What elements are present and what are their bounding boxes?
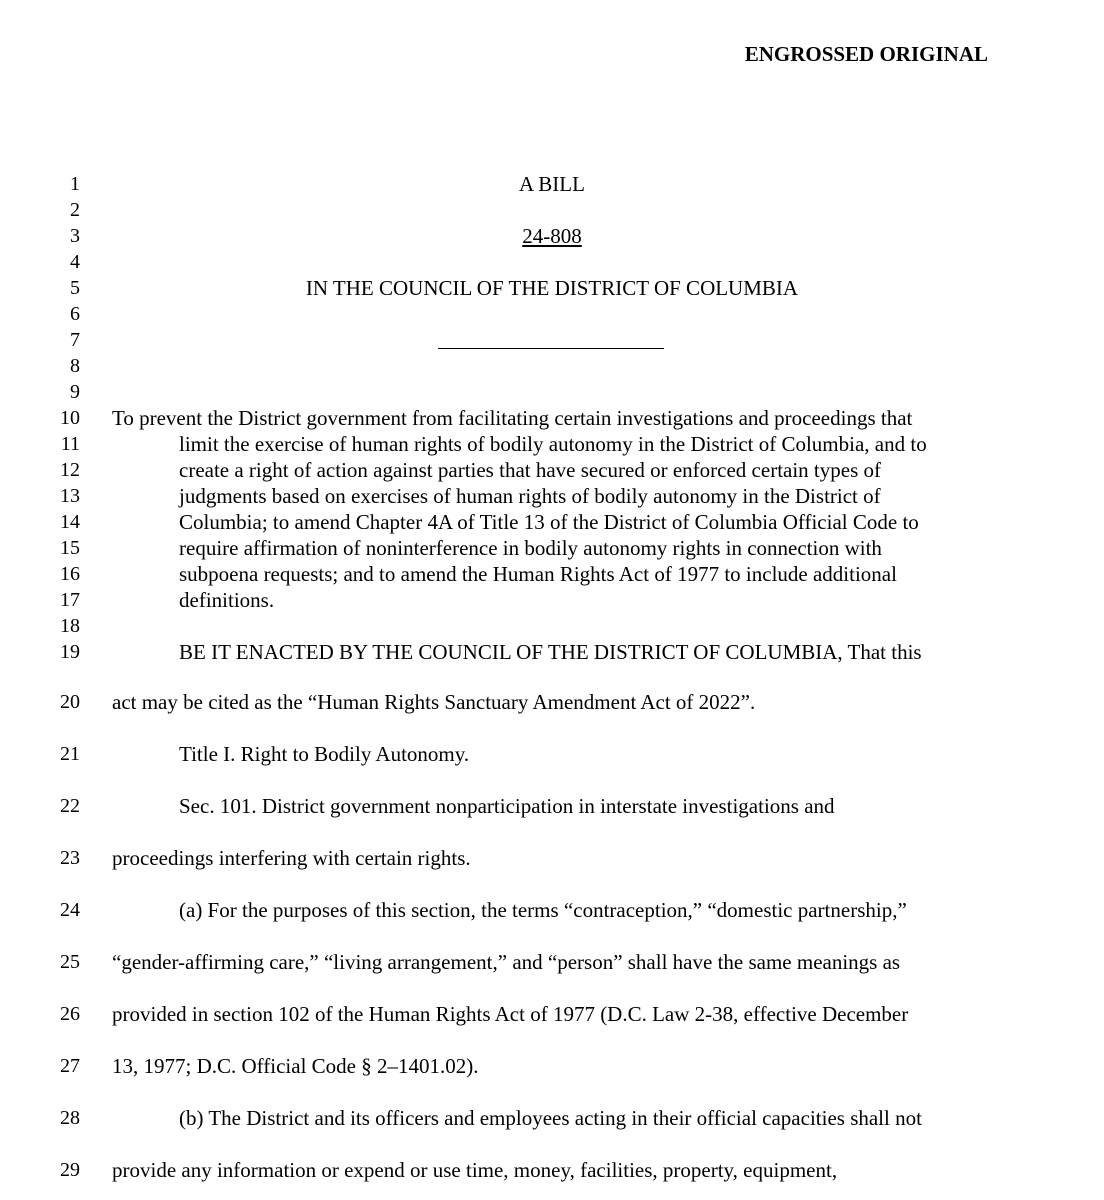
line-number: 28: [60, 1107, 80, 1129]
purpose-line: definitions.: [179, 588, 275, 612]
line-number: 8: [70, 355, 80, 377]
purpose-line: create a right of action against parties that have secured or enforced certain types of: [179, 458, 882, 482]
bill-number: [0, 224, 1104, 248]
bill-heading: A BILL: [519, 172, 585, 196]
enacting-clause: BE IT ENACTED BY THE COUNCIL OF THE DISTRICT OF COLUMBIA, That this: [179, 640, 922, 664]
line-number: 2: [70, 199, 80, 221]
line-number: 18: [60, 615, 80, 637]
purpose-line: To prevent the District government from facilitating certain investigations and proceedings that: [112, 406, 913, 430]
purpose-line: limit the exercise of human rights of bodily autonomy in the District of Columbia, and to: [179, 432, 927, 456]
title-heading: Title I. Right to Bodily Autonomy.: [179, 742, 470, 766]
line-number: 10: [60, 407, 80, 429]
body-line: provide any information or expend or use time, money, facilities, property, equipment,: [112, 1158, 838, 1182]
engrossed-label: ENGROSSED ORIGINAL: [744, 42, 988, 66]
line-number: 22: [60, 795, 80, 817]
line-number: 1: [70, 173, 80, 195]
line-number: 11: [60, 433, 80, 455]
body-line: 13, 1977; D.C. Official Code § 2–1401.02).: [112, 1054, 479, 1078]
line-number: 7: [70, 329, 80, 351]
line-number: 14: [60, 511, 80, 533]
line-number: 27: [60, 1055, 80, 1077]
purpose-line: require affirmation of noninterference in bodily autonomy rights in connection with: [179, 536, 882, 560]
line-number: 21: [60, 743, 80, 765]
body-line: provided in section 102 of the Human Rights Act of 1977 (D.C. Law 2-38, effective December: [112, 1002, 909, 1026]
purpose-line: Columbia; to amend Chapter 4A of Title 13 of the District of Columbia Official Code to: [179, 510, 919, 534]
line-number: 3: [70, 225, 80, 247]
line-number: 23: [60, 847, 80, 869]
line-number: 26: [60, 1003, 80, 1025]
council-heading: IN THE COUNCIL OF THE DISTRICT OF COLUMBIA: [305, 276, 799, 300]
body-line: act may be cited as the “Human Rights Sanctuary Amendment Act of 2022”.: [112, 690, 756, 714]
purpose-line: judgments based on exercises of human rights of bodily autonomy in the District of: [179, 484, 881, 508]
line-number: 9: [70, 381, 80, 403]
line-number: 24: [60, 899, 80, 921]
line-number: 25: [60, 951, 80, 973]
purpose-line: subpoena requests; and to amend the Human Rights Act of 1977 to include additional: [179, 562, 897, 586]
body-line: (b) The District and its officers and employees acting in their official capacities shall not: [179, 1106, 922, 1130]
line-number: 15: [60, 537, 80, 559]
title-rule: [438, 348, 664, 349]
line-number: 5: [70, 277, 80, 299]
line-number: 4: [70, 251, 80, 273]
line-number: 13: [60, 485, 80, 507]
body-line: proceedings interfering with certain rights.: [112, 846, 471, 870]
line-number: 17: [60, 589, 80, 611]
body-line: “gender-affirming care,” “living arrangement,” and “person” shall have the same meanings as: [112, 950, 901, 974]
line-number: 6: [70, 303, 80, 325]
body-line: (a) For the purposes of this section, the terms “contraception,” “domestic partnership,”: [179, 898, 907, 922]
line-number: 20: [60, 691, 80, 713]
bill-number-text: 24-808: [522, 224, 582, 248]
line-number: 12: [60, 459, 80, 481]
line-number: 29: [60, 1159, 80, 1181]
section-heading: Sec. 101. District government nonparticipation in interstate investigations and: [179, 794, 835, 818]
line-number: 16: [60, 563, 80, 585]
line-number: 19: [60, 641, 80, 663]
